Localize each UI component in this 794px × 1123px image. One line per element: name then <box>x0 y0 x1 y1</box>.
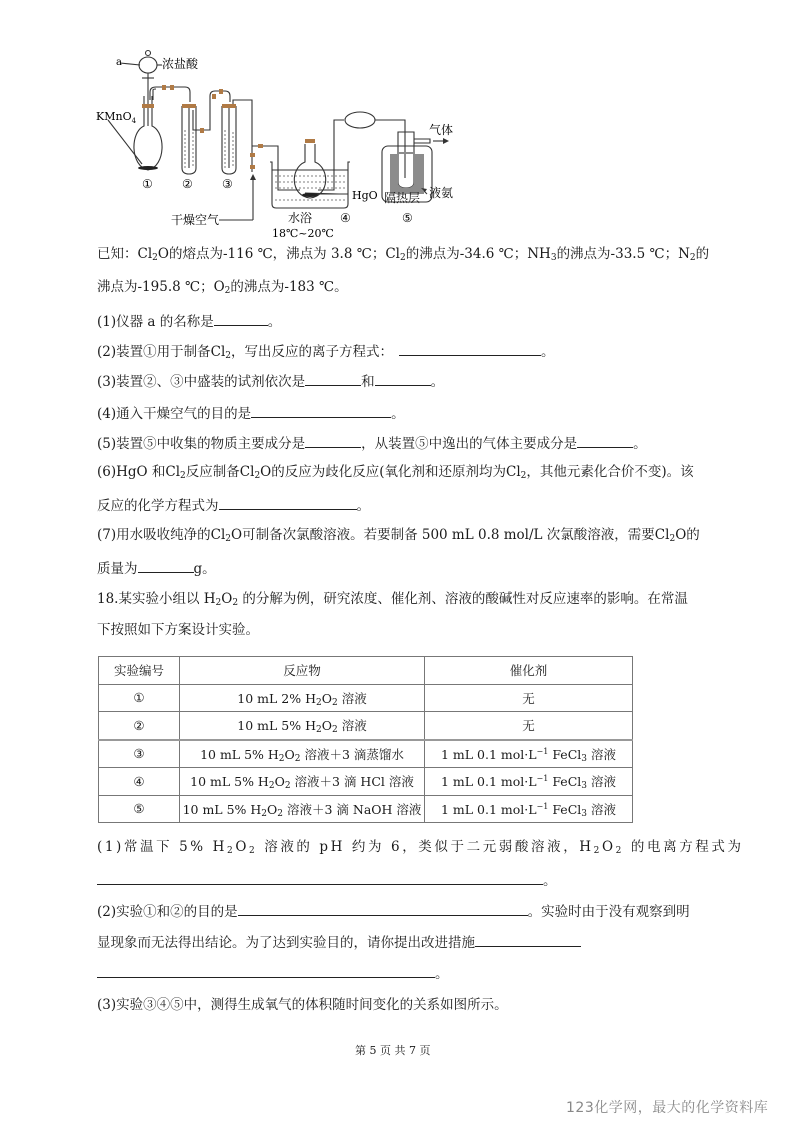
catalyst: 1 mL 0.1 $mol\cdot L^{-1}$ FeCl$_3$ 溶液 <box>425 740 633 768</box>
table-row <box>99 740 633 768</box>
q17-part-3: (3)装置②、③中盛装的试剂依次是 和 。 <box>97 371 444 391</box>
flask-4 <box>294 120 348 198</box>
test-tube-3 <box>222 100 252 174</box>
experiment-id: ⑤ <box>99 795 180 823</box>
reactant: 10 mL 5% $H_2O_2$ 溶液＋3 滴 HCl 溶液 <box>180 768 425 796</box>
kmno4-solid <box>138 166 158 170</box>
answer-blank[interactable] <box>238 901 528 916</box>
label-hgo: HgO <box>352 189 378 202</box>
separatory-funnel-a <box>120 51 162 89</box>
q18-part-2-line-2: 显现象而无法得出结论。为了达到实验目的，请你提出改进措施 <box>97 932 581 952</box>
test-tube-2 <box>182 91 230 174</box>
label-liquid-ammonia: 液氨 <box>429 186 454 200</box>
q17-part-6-line-2: 反应的化学方程式为 。 <box>97 495 370 515</box>
label-dry-air: 干燥空气 <box>171 213 220 227</box>
q17-part-7: (7)用水吸收纯净的$Cl_2O$可制备次氯酸溶液。若要制备 500 mL 0.8 mol/L 次氯酸溶液，需要$Cl_2O$的 <box>97 527 700 544</box>
experiment-id: ③ <box>99 740 180 768</box>
label-kmno4: KMnO$_4$ <box>96 110 137 125</box>
experiment-id: ① <box>99 684 180 712</box>
answer-blank[interactable] <box>305 371 361 386</box>
label-num-5: ⑤ <box>402 211 413 225</box>
q17-part-6: (6)HgO 和$Cl_2$反应制备$Cl_2O$的反应为歧化反应(氧化剂和还原剂均为$Cl_2$，其他元素化合价不变)。该 <box>97 464 694 481</box>
label-a: a <box>116 57 122 68</box>
label-num-4: ④ <box>340 211 351 225</box>
q18-part-1-line-2: 。 <box>97 870 557 890</box>
q17-part-4: (4)通入干燥空气的目的是 。 <box>97 403 405 423</box>
label-num-3: ③ <box>222 177 233 191</box>
header-reactant: 反应物 <box>180 657 425 685</box>
label-gas: 气体 <box>429 123 454 137</box>
q18-intro-line-2: 下按照如下方案设计实验。 <box>97 622 259 638</box>
q17-part-7-line-2: 质量为 g。 <box>97 558 216 578</box>
answer-blank[interactable] <box>97 963 435 978</box>
catalyst: 无 <box>425 684 633 712</box>
label-conc-hcl: 浓盐酸 <box>162 57 199 71</box>
q18-part-3: (3)实验③④⑤中，测得生成氧气的体积随时间变化的关系如图所示。 <box>97 997 508 1013</box>
round-bottom-flask-1 <box>108 88 162 170</box>
q18-part-1: (1)常温下 5% $H_2O_2$ 溶液的 pH 约为 6，类似于二元弱酸溶液，$H_2O_2$ 的电离方程式为 <box>97 839 744 856</box>
table-row <box>99 684 633 712</box>
header-catalyst: 催化剂 <box>425 657 633 685</box>
table-header-row <box>99 657 633 685</box>
label-temp-range: 18℃~20℃ <box>272 227 334 240</box>
answer-blank[interactable] <box>97 870 543 885</box>
answer-blank[interactable] <box>399 341 541 356</box>
label-insulation: 隔热层 <box>384 191 421 205</box>
label-num-1: ① <box>142 177 153 191</box>
answer-blank[interactable] <box>214 311 268 326</box>
reactant: 10 mL 5% $H_2O_2$ 溶液＋3 滴 NaOH 溶液 <box>180 795 425 823</box>
apparatus-diagram <box>96 40 460 240</box>
experiment-id: ② <box>99 712 180 740</box>
known-data-line-2: 沸点为-195.8 ℃；$O_2$的沸点为-183 ℃。 <box>97 279 348 296</box>
experiment-table <box>98 656 633 823</box>
table-row <box>99 795 633 823</box>
answer-blank[interactable] <box>251 403 391 418</box>
catalyst: 无 <box>425 712 633 740</box>
header-experiment-id: 实验编号 <box>99 657 180 685</box>
q17-part-1: (1)仪器 a 的名称是 。 <box>97 311 281 331</box>
q17-part-2: (2)装置①用于制备$Cl_2$，写出反应的离子方程式： 。 <box>97 341 555 361</box>
experiment-id: ④ <box>99 768 180 796</box>
reactant: 10 mL 5% $H_2O_2$ 溶液 <box>180 712 425 740</box>
page-number: 第 5 页 共 7 页 <box>355 1044 431 1057</box>
known-data-line-1: 已知：$Cl_2O$的熔点为-116 ℃，沸点为 3.8 ℃；$Cl_2$的沸点为-34.6 ℃；$NH_3$的沸点为-33.5 ℃；$N_2$的 <box>97 246 710 263</box>
q18-part-2-line-3: 。 <box>97 963 449 983</box>
label-water-bath: 水浴 <box>288 211 313 225</box>
watermark: 123化学网，最大的化学资料库 <box>566 1100 769 1116</box>
answer-blank[interactable] <box>577 433 633 448</box>
answer-blank[interactable] <box>138 558 194 573</box>
catalyst: 1 mL 0.1 $mol\cdot L^{-1}$ FeCl$_3$ 溶液 <box>425 768 633 796</box>
q17-part-5: (5)装置⑤中收集的物质主要成分是 ，从装置⑤中逸出的气体主要成分是 。 <box>97 433 647 453</box>
answer-blank[interactable] <box>375 371 431 386</box>
answer-blank[interactable] <box>219 495 357 510</box>
answer-blank[interactable] <box>475 932 581 947</box>
label-num-2: ② <box>182 177 193 191</box>
reactant: 10 mL 2% $H_2O_2$ 溶液 <box>180 684 425 712</box>
drying-bulb <box>345 112 375 128</box>
q18-part-2: (2)实验①和②的目的是 。实验时由于没有观察到明 <box>97 901 690 921</box>
hgo-solid <box>302 193 318 197</box>
table-row <box>99 768 633 796</box>
answer-blank[interactable] <box>305 433 361 448</box>
water-bath-beaker <box>270 162 350 208</box>
table-row <box>99 712 633 740</box>
q18-intro: 18.某实验小组以 $H_2O_2$ 的分解为例，研究浓度、催化剂、溶液的酸碱性对反应速率的影响。在常温 <box>97 591 688 608</box>
reactant: 10 mL 5% $H_2O_2$ 溶液＋3 滴蒸馏水 <box>180 740 425 768</box>
catalyst: 1 mL 0.1 $mol\cdot L^{-1}$ FeCl$_3$ 溶液 <box>425 795 633 823</box>
